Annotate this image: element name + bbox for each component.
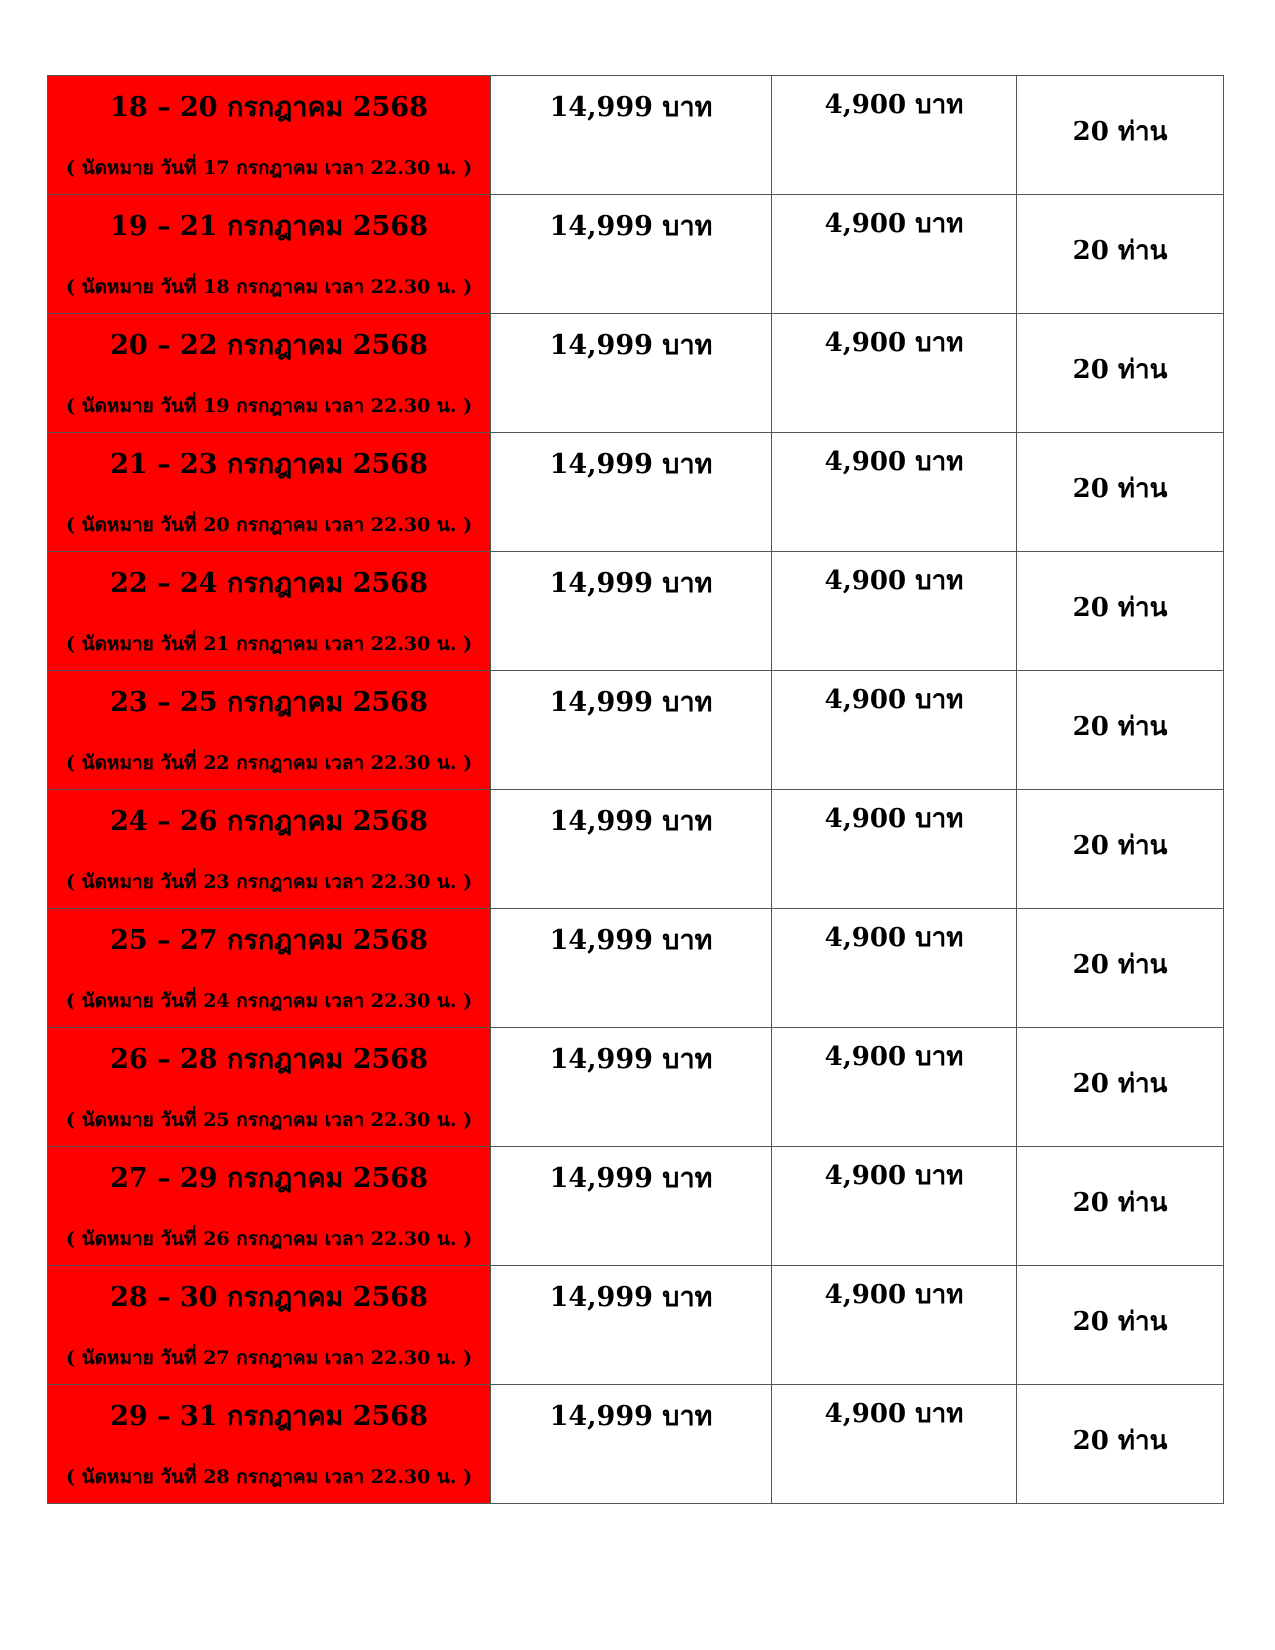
schedule-row	[48, 433, 1224, 552]
price-cell	[491, 76, 772, 195]
deposit-amount: 4,900 บาท	[824, 923, 964, 953]
tour-price: 14,999 บาท	[549, 92, 713, 123]
travel-date-range: 25 – 27 กรกฎาคม 2568	[110, 925, 428, 956]
seats-cell	[1017, 790, 1224, 909]
seat-count: 20 ท่าน	[1072, 1069, 1168, 1099]
date-cell	[48, 314, 491, 433]
price-cell	[491, 195, 772, 314]
price-cell	[491, 1028, 772, 1147]
price-cell	[491, 790, 772, 909]
seats-cell	[1017, 1028, 1224, 1147]
seats-cell	[1017, 195, 1224, 314]
seats-cell	[1017, 909, 1224, 1028]
appointment-note: ( นัดหมาย วันที่ 19 กรกฎาคม เวลา 22.30 น. )	[66, 395, 473, 417]
seats-cell	[1017, 433, 1224, 552]
schedule-row	[48, 790, 1224, 909]
deposit-cell	[772, 195, 1017, 314]
schedule-row	[48, 552, 1224, 671]
deposit-amount: 4,900 บาท	[824, 1399, 964, 1429]
tour-price: 14,999 บาท	[549, 925, 713, 956]
seats-cell	[1017, 1385, 1224, 1504]
deposit-cell	[772, 1147, 1017, 1266]
travel-date-range: 28 – 30 กรกฎาคม 2568	[110, 1282, 428, 1313]
seat-count: 20 ท่าน	[1072, 1307, 1168, 1337]
deposit-amount: 4,900 บาท	[824, 1161, 964, 1191]
schedule-row	[48, 1385, 1224, 1504]
travel-date-range: 26 – 28 กรกฎาคม 2568	[110, 1044, 428, 1075]
date-cell	[48, 76, 491, 195]
tour-price: 14,999 บาท	[549, 449, 713, 480]
tour-price: 14,999 บาท	[549, 806, 713, 837]
travel-date-range: 18 – 20 กรกฎาคม 2568	[110, 92, 428, 123]
travel-date-range: 20 – 22 กรกฎาคม 2568	[110, 330, 428, 361]
date-cell	[48, 1266, 491, 1385]
tour-price: 14,999 บาท	[549, 1282, 713, 1313]
date-cell	[48, 1385, 491, 1504]
deposit-cell	[772, 1385, 1017, 1504]
deposit-cell	[772, 671, 1017, 790]
travel-date-range: 24 – 26 กรกฎาคม 2568	[110, 806, 428, 837]
appointment-note: ( นัดหมาย วันที่ 28 กรกฎาคม เวลา 22.30 น. )	[66, 1466, 473, 1488]
appointment-note: ( นัดหมาย วันที่ 27 กรกฎาคม เวลา 22.30 น. )	[66, 1347, 473, 1369]
seat-count: 20 ท่าน	[1072, 355, 1168, 385]
seat-count: 20 ท่าน	[1072, 1188, 1168, 1218]
deposit-amount: 4,900 บาท	[824, 447, 964, 477]
price-cell	[491, 314, 772, 433]
tour-price: 14,999 บาท	[549, 1044, 713, 1075]
deposit-amount: 4,900 บาท	[824, 566, 964, 596]
deposit-cell	[772, 433, 1017, 552]
deposit-amount: 4,900 บาท	[824, 90, 964, 120]
travel-date-range: 19 – 21 กรกฎาคม 2568	[110, 211, 428, 242]
price-cell	[491, 552, 772, 671]
date-cell	[48, 1147, 491, 1266]
deposit-amount: 4,900 บาท	[824, 804, 964, 834]
schedule-row	[48, 671, 1224, 790]
schedule-row	[48, 76, 1224, 195]
appointment-note: ( นัดหมาย วันที่ 20 กรกฎาคม เวลา 22.30 น. )	[66, 514, 473, 536]
seat-count: 20 ท่าน	[1072, 831, 1168, 861]
schedule-row	[48, 1028, 1224, 1147]
travel-date-range: 27 – 29 กรกฎาคม 2568	[110, 1163, 428, 1194]
tour-price: 14,999 บาท	[549, 687, 713, 718]
schedule-row	[48, 1266, 1224, 1385]
seats-cell	[1017, 76, 1224, 195]
tour-price: 14,999 บาท	[549, 568, 713, 599]
deposit-amount: 4,900 บาท	[824, 209, 964, 239]
seats-cell	[1017, 1266, 1224, 1385]
travel-date-range: 23 – 25 กรกฎาคม 2568	[110, 687, 428, 718]
seats-cell	[1017, 552, 1224, 671]
deposit-cell	[772, 1266, 1017, 1385]
tour-price: 14,999 บาท	[549, 1401, 713, 1432]
price-cell	[491, 1385, 772, 1504]
deposit-cell	[772, 1028, 1017, 1147]
seats-cell	[1017, 671, 1224, 790]
seat-count: 20 ท่าน	[1072, 117, 1168, 147]
date-cell	[48, 552, 491, 671]
appointment-note: ( นัดหมาย วันที่ 25 กรกฎาคม เวลา 22.30 น. )	[66, 1109, 473, 1131]
schedule-row	[48, 195, 1224, 314]
deposit-cell	[772, 76, 1017, 195]
deposit-amount: 4,900 บาท	[824, 1042, 964, 1072]
seats-cell	[1017, 1147, 1224, 1266]
appointment-note: ( นัดหมาย วันที่ 26 กรกฎาคม เวลา 22.30 น. )	[66, 1228, 473, 1250]
date-cell	[48, 671, 491, 790]
price-cell	[491, 671, 772, 790]
deposit-amount: 4,900 บาท	[824, 328, 964, 358]
seat-count: 20 ท่าน	[1072, 950, 1168, 980]
price-cell	[491, 909, 772, 1028]
date-cell	[48, 195, 491, 314]
price-cell	[491, 1147, 772, 1266]
seat-count: 20 ท่าน	[1072, 593, 1168, 623]
seat-count: 20 ท่าน	[1072, 712, 1168, 742]
appointment-note: ( นัดหมาย วันที่ 18 กรกฎาคม เวลา 22.30 น. )	[66, 276, 473, 298]
tour-price: 14,999 บาท	[549, 211, 713, 242]
price-cell	[491, 1266, 772, 1385]
deposit-amount: 4,900 บาท	[824, 685, 964, 715]
date-cell	[48, 1028, 491, 1147]
deposit-cell	[772, 909, 1017, 1028]
appointment-note: ( นัดหมาย วันที่ 17 กรกฎาคม เวลา 22.30 น. )	[66, 157, 473, 179]
appointment-note: ( นัดหมาย วันที่ 24 กรกฎาคม เวลา 22.30 น. )	[66, 990, 473, 1012]
schedule-table-body	[48, 76, 1224, 1504]
price-cell	[491, 433, 772, 552]
date-cell	[48, 790, 491, 909]
tour-schedule-table	[47, 75, 1224, 1504]
seat-count: 20 ท่าน	[1072, 236, 1168, 266]
date-cell	[48, 909, 491, 1028]
travel-date-range: 22 – 24 กรกฎาคม 2568	[110, 568, 428, 599]
schedule-row	[48, 314, 1224, 433]
seats-cell	[1017, 314, 1224, 433]
appointment-note: ( นัดหมาย วันที่ 22 กรกฎาคม เวลา 22.30 น. )	[66, 752, 473, 774]
schedule-row	[48, 1147, 1224, 1266]
seat-count: 20 ท่าน	[1072, 474, 1168, 504]
date-cell	[48, 433, 491, 552]
deposit-cell	[772, 552, 1017, 671]
deposit-cell	[772, 314, 1017, 433]
tour-price: 14,999 บาท	[549, 1163, 713, 1194]
appointment-note: ( นัดหมาย วันที่ 23 กรกฎาคม เวลา 22.30 น. )	[66, 871, 473, 893]
travel-date-range: 21 – 23 กรกฎาคม 2568	[110, 449, 428, 480]
schedule-row	[48, 909, 1224, 1028]
deposit-cell	[772, 790, 1017, 909]
deposit-amount: 4,900 บาท	[824, 1280, 964, 1310]
seat-count: 20 ท่าน	[1072, 1426, 1168, 1456]
travel-date-range: 29 – 31 กรกฎาคม 2568	[110, 1401, 428, 1432]
appointment-note: ( นัดหมาย วันที่ 21 กรกฎาคม เวลา 22.30 น. )	[66, 633, 473, 655]
tour-price: 14,999 บาท	[549, 330, 713, 361]
